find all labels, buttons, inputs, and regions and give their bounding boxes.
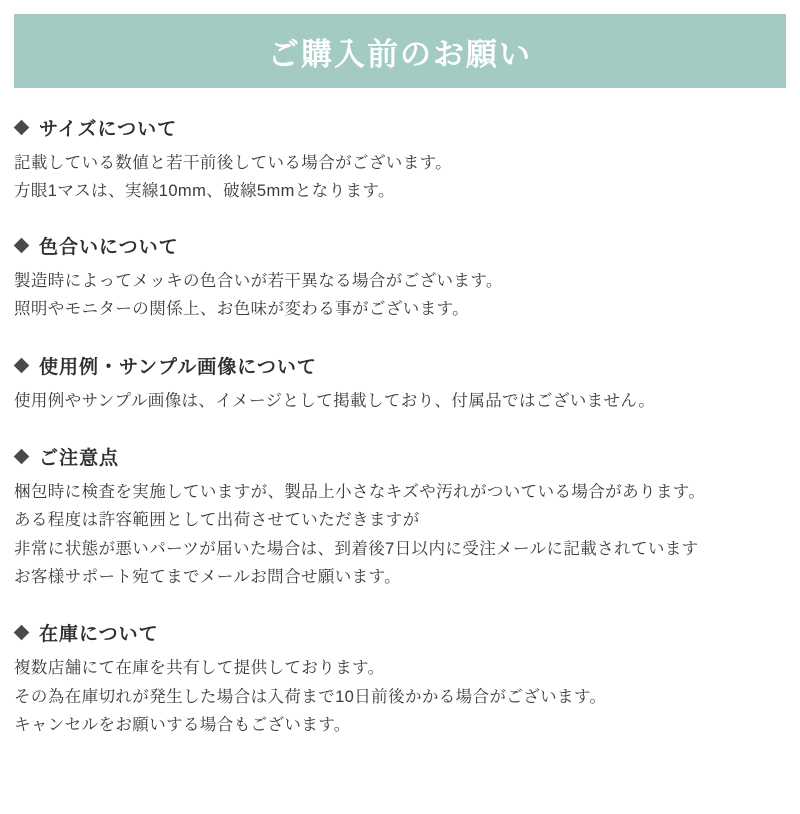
- section-stock-line-3: キャンセルをお願いする場合もございます。: [14, 716, 351, 735]
- page-title: ご購入前のお願い: [268, 36, 532, 72]
- section-body-sample: [14, 387, 786, 415]
- section-heading-stock: [14, 619, 786, 646]
- section-stock-line-2: その為在庫切れが発生した場合は入荷まで10日前後かかる場合がございます。: [14, 687, 607, 706]
- section-size: [14, 114, 786, 206]
- section-heading-stock-label: 在庫について: [39, 624, 159, 646]
- section-stock-line-1: 複数店舗にて在庫を共有して提供しております。: [14, 659, 385, 678]
- section-body-color: [14, 267, 786, 324]
- section-notes: [14, 443, 786, 592]
- section-heading-sample: [14, 352, 786, 379]
- section-heading-notes: [14, 443, 786, 470]
- section-body-notes: [14, 478, 786, 592]
- diamond-icon: [14, 237, 30, 253]
- section-heading-sample-label: 使用例・サンプル画像について: [39, 356, 317, 378]
- section-stock: [14, 619, 786, 739]
- diamond-icon: [14, 357, 30, 373]
- section-heading-color-label: 色合いについて: [39, 236, 179, 258]
- section-heading-color: [14, 232, 786, 259]
- section-heading-notes-label: ご注意点: [39, 447, 120, 469]
- section-notes-line-2: ある程度は許容範囲として出荷させていただきますが: [14, 511, 420, 530]
- section-heading-size: [14, 114, 786, 141]
- section-notes-line-1: 梱包時に検査を実施していますが、製品上小さなキズや汚れがついている場合があります。: [14, 482, 706, 501]
- section-notes-line-4: お客様サポート宛てまでメールお問合せ願います。: [14, 568, 402, 586]
- section-body-size: [14, 149, 786, 206]
- page-header-band: [14, 14, 786, 88]
- section-size-line-1: 記載している数値と若干前後している場合がございます。: [14, 154, 453, 172]
- diamond-icon: [14, 625, 30, 641]
- section-body-stock: [14, 654, 786, 739]
- notice-content: [0, 114, 800, 740]
- section-color-line-2: 照明やモニターの関係上、お色味が変わる事がございます。: [14, 300, 469, 319]
- diamond-icon: [14, 120, 30, 136]
- section-color-line-1: 製造時によってメッキの色合いが若干異なる場合がございます。: [14, 271, 503, 290]
- notice-page: [0, 14, 800, 814]
- section-size-line-2: 方眼1マスは、実線10mm、破線5mmとなります。: [14, 182, 395, 201]
- section-sample-image: [14, 352, 786, 415]
- diamond-icon: [14, 449, 30, 465]
- section-heading-size-label: サイズについて: [39, 119, 178, 140]
- section-sample-line-1: 使用例やサンプル画像は、イメージとして掲載しており、付属品ではございません。: [14, 391, 656, 410]
- section-color: [14, 232, 786, 324]
- section-notes-line-3: 非常に状態が悪いパーツが届いた場合は、到着後7日以内に受注メールに記載されています: [14, 539, 699, 558]
